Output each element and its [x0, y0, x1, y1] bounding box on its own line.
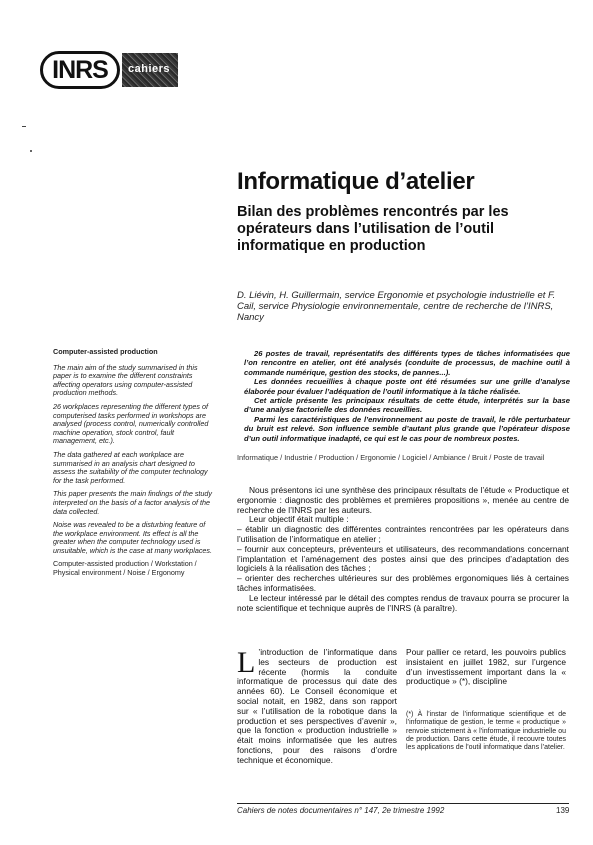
drop-cap: L [237, 646, 256, 679]
summary-paragraph: The data gathered at each workplace are summarised in an analysis chart designed to assess the suitability of the computer technology for the task performed. [53, 449, 208, 485]
intro-paragraph: Leur objectif était multiple : [249, 514, 349, 525]
summary-paragraph: This paper presents the main findings of the study interpreted on the basis of a factor analysis of the data collected. [53, 489, 213, 516]
article-authors: D. Liévin, H. Guillermain, service Ergonomie et psychologie industrielle et F. Cail, service Physiologie environnementale, centre de recherche de l’INRS, Nancy [237, 290, 556, 323]
footer-divider [237, 803, 569, 804]
intro-paragraph: Nous présentons ici une synthèse des principaux résultats de l’étude « Productique et ergonomie : diagnostic des problèmes et premières propositions », menée au centre de recherche de l’INRS par les auteurs. [237, 485, 569, 515]
intro-section [237, 486, 569, 613]
inrs-logo [40, 51, 180, 91]
margin-mark [30, 150, 32, 152]
abstract-paragraph: Cet article présente les principaux résultats de cette étude, interprétés sur la base d’une analyse factorielle des données recueillies. [244, 396, 570, 415]
summary-paragraph: Noise was revealed to be a disturbing feature of the workplace environment. Its effect is all the greater when the computer technology used is unsuitable, which is the case at many workplaces. [53, 520, 213, 555]
article-title: Informatique d’atelier [237, 168, 475, 195]
summary-title: Computer-assisted production [53, 347, 158, 356]
summary-keywords: Computer-assisted production / Workstation / Physical environment / Noise / Ergonomy [53, 559, 197, 578]
abstract-paragraph: Les données recueillies à chaque poste ont été résumées sur une grille d’analyse élaborée pour évaluer l’adéquation de l’outil informatique à la tâche réalisée. [244, 377, 570, 396]
intro-paragraph: Le lecteur intéressé par le détail des comptes rendus de travaux pourra se procurer la note scientifique et technique auprès de l’INRS (à paraître). [237, 592, 569, 613]
body-text: ’introduction de l’informatique dans les secteurs de production est récente (hormis la conduite informatique de processus qui date des années 60). Le Conseil économique et social notait, en 1982, dans son rapport sur « l’utilisation de la robotique dans la production et ses perspectives d’avenir », que la fonction « production industrielle » était moins informatisée que les autres fonctions, pour des raisons d’ordre technique et économique. [237, 647, 397, 765]
margin-mark [22, 126, 26, 127]
intro-bullet: – orienter des recherches ultérieures sur des problèmes ergonomiques liés à certaines tâches informatisées. [237, 573, 569, 593]
body-column-left [237, 648, 397, 766]
abstract-paragraph: 26 postes de travail, représentatifs des différents types de tâches informatisées que l’on rencontre en atelier, ont été analysés (conduite de processus, de machine outil à commande numérique, gestion des stocks, de pannes...). [244, 349, 570, 377]
summary-paragraph: The main aim of the study summarised in this paper is to examine the different constraints affecting operators using computer-assisted production methods. [53, 362, 198, 398]
intro-bullet: – établir un diagnostic des différentes contraintes rencontrées par les opérateurs dans l’utilisation de l’informatique en atelier ; [237, 524, 569, 544]
logo-stripe-label: cahiers [128, 63, 171, 75]
logo-wordmark: INRS [40, 51, 120, 89]
page-number: 139 [556, 806, 570, 815]
article-keywords: Informatique / Industrie / Production / Ergonomie / Logiciel / Ambiance / Bruit / Poste de travail [237, 453, 545, 462]
abstract-paragraph: Parmi les caractéristiques de l’environnement au poste de travail, le rôle perturbateur du bruit est relevé. Son influence semble d’autant plus grande que l’opérateur dispose d’un outil informatique inadapté, ce qui est le cas pour de nombreux postes. [244, 414, 570, 443]
footer-citation: Cahiers de notes documentaires n° 147, 2e trimestre 1992 [237, 806, 445, 815]
english-summary [53, 348, 213, 578]
body-column-right: Pour pallier ce retard, les pouvoirs publics insistaient en juillet 1982, sur l’urgence d’un investissement important dans la « productique » (*), discipline [406, 647, 566, 687]
article-subtitle: Bilan des problèmes rencontrés par les opérateurs dans l’utilisation de l’outil informatique en production [237, 204, 509, 254]
footnote: (*) À l’instar de l’informatique scientifique et de l’informatique de gestion, le terme « productique » renvoie strictement à « l’informatique industrielle ou de production. Dans cette étude, il recouvre toutes les applications de l’outil informatique dans l’atelier. [406, 711, 566, 752]
summary-paragraph: 26 workplaces representing the different types of computerised tasks performed in workshops are analysed (process control, numerically controlled machine operation, stock control, fault management, etc.). [53, 401, 209, 446]
article-abstract [244, 349, 570, 443]
intro-bullet: – fournir aux concepteurs, préventeurs et utilisateurs, des recommandations concernant l’implantation et l’aménagement des postes ainsi que des principes d’adaptation des logiciels à la réalisation des tâches ; [237, 543, 569, 574]
